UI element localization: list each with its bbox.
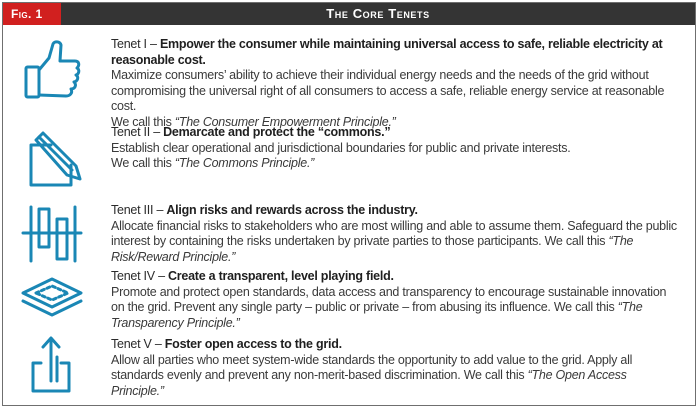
figure-title: The Core Tenets — [326, 6, 430, 21]
tenet-3-heading — [111, 203, 681, 219]
tenet-2-principle-line — [111, 156, 681, 172]
tenet-1-number: Tenet I – — [111, 37, 160, 51]
tenet-4-principle: “The Transparency Principle.” — [111, 300, 643, 330]
tenet-4-title: Create a transparent, level playing field. — [168, 269, 394, 283]
figure-header — [3, 3, 695, 25]
tenet-5-heading — [111, 337, 681, 353]
tenet-1-description: Maximize consumers’ ability to achieve their individual energy needs and the needs of the grid without compromising the universal right of all consumers to access a safe, reliable energy service at reasonable cost. — [111, 68, 665, 113]
tenet-3-principle: “The Risk/Reward Principle.” — [111, 234, 634, 264]
layered-planes-icon — [17, 261, 87, 331]
tenet-4-number: Tenet IV – — [111, 269, 169, 283]
tenet-1-title: Empower the consumer while maintaining universal access to safe, reliable electricity at reasonable cost. — [111, 37, 663, 67]
tenet-1-heading — [111, 37, 681, 68]
tenet-4-call-prefix: We call this — [550, 300, 618, 314]
tenet-1-call-prefix: We call this — [111, 114, 175, 129]
tenet-5-text — [111, 337, 681, 399]
tenet-3-text — [111, 203, 681, 265]
tenet-5-principle: “The Open Access Principle.” — [111, 368, 627, 398]
tenet-2-description: Establish clear operational and jurisdictional boundaries for public and private interests. — [111, 140, 571, 155]
tenet-5-body: Allow all parties who meet system-wide standards the opportunity to add value to the grid. Apply all standards evenly and prevent any non-merit-based discrimination. — [111, 352, 633, 382]
figure-label: Fig. 1 — [3, 3, 61, 25]
tenet-3-body: Allocate financial risks to stakeholders who are most willing and able to assume them. Safeguard the public interest by containing the risks undertaken by private parties to those participants. — [111, 218, 677, 248]
tenet-3-call-prefix: We call this — [541, 234, 609, 248]
tenet-3-description — [111, 219, 681, 266]
pencil-on-square-icon — [17, 125, 87, 195]
tenet-2-principle: “The Commons Principle.” — [174, 156, 315, 170]
tenet-5-title: Foster open access to the grid. — [164, 337, 342, 351]
tenet-4-text — [111, 269, 681, 331]
tenet-2-title: Demarcate and protect the “commons.” — [163, 125, 391, 139]
tenet-2-text — [111, 125, 681, 172]
tenet-4-body: Promote and protect open standards, data access and transparency to encourage sustainable innovation on the grid. Prevent any single party – public or private – from abusing its influence. — [111, 284, 667, 314]
tenet-2-call-prefix: We call this — [111, 156, 175, 170]
tenet-2-number: Tenet II – — [111, 125, 164, 139]
tenet-2-heading — [111, 125, 681, 141]
tenet-3-title: Align risks and rewards across the industry. — [166, 203, 418, 217]
tenet-5-number: Tenet V – — [111, 337, 165, 351]
tenet-5-description — [111, 353, 681, 400]
tenet-1-principle: “The Consumer Empowerment Principle.” — [174, 114, 396, 129]
share-arrow-icon — [17, 327, 87, 397]
tenet-5-call-prefix: We call this — [460, 368, 528, 382]
thumbs-up-icon — [17, 37, 87, 107]
tenet-1-text — [111, 37, 681, 130]
figure-panel — [2, 2, 696, 406]
tenet-3-number: Tenet III – — [111, 203, 167, 217]
tenet-4-description — [111, 285, 681, 332]
tenet-4-heading — [111, 269, 681, 285]
balanced-bars-icon — [17, 199, 87, 269]
